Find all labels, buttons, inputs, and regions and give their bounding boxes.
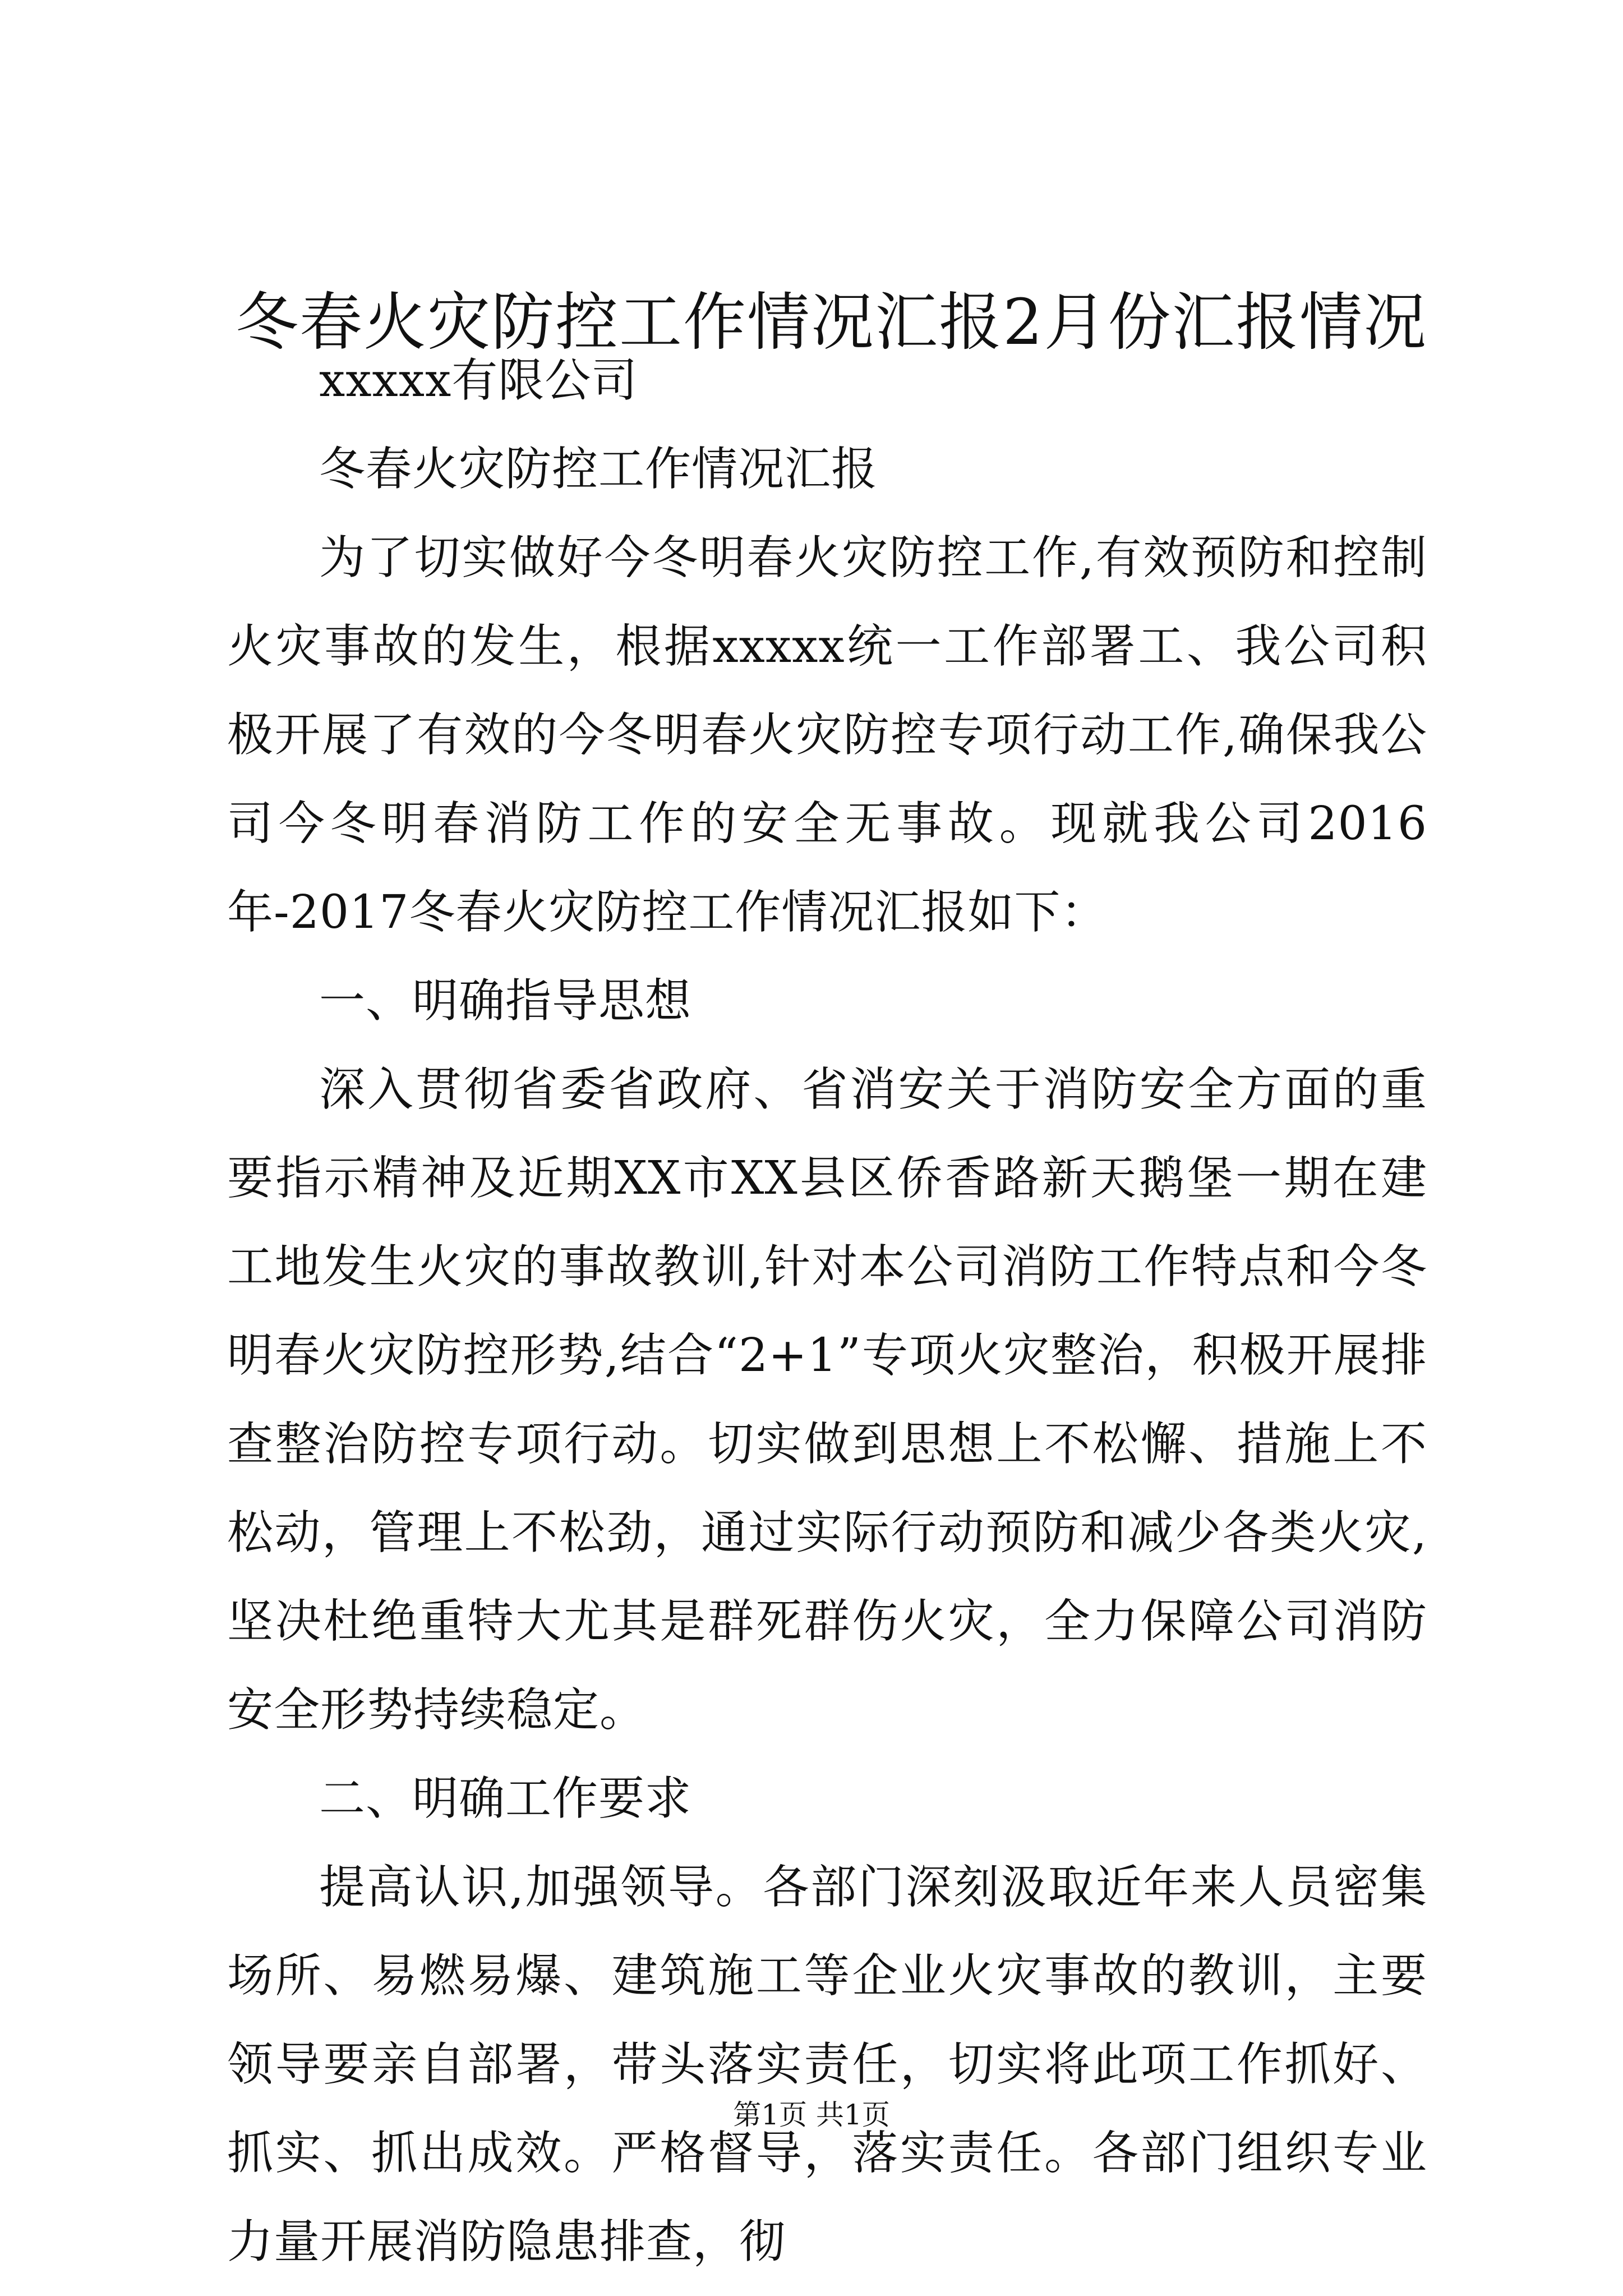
paragraph-work-requirements: 提高认识,加强领导。各部门深刻汲取近年来人员密集场所、易燃易爆、建筑施工等企业火灾事故的教训，主要领导要亲自部署，带头落实责任，切实将此项工作抓好、抓实、抓出成效。严格督导，落实责任。各部门组织专业力量开展消防隐患排查，彻 [227, 1861, 1427, 2269]
paragraph-company: xxxxx有限公司 [319, 354, 638, 407]
paragraph-report-heading: 冬春火灾防控工作情况汇报 [319, 443, 878, 496]
paragraph-guiding-thought: 深入贯彻省委省政府、省消安关于消防安全方面的重要指示精神及近期XX市XX县区侨香路新天鹅堡一期在建工地发生火灾的事故教训,针对本公司消防工作特点和今冬明春火灾防控形势,结合“2+1”专项火灾整治，积极开展排查整治防控专项行动。切实做到思想上不松懈、措施上不松动，管理上不松劲，通过实际行动预防和减少各类火灾,坚决杜绝重特大尤其是群死群伤火灾，全力保障公司消防安全形势持续稳定。 [227, 1063, 1427, 1737]
section-heading-work-requirements: 二、明确工作要求 [319, 1772, 692, 1825]
section-heading-guiding-thought: 一、明确指导思想 [319, 974, 692, 1028]
document-title: 冬春火灾防控工作情况汇报2月份汇报情况 [236, 286, 1428, 359]
page-footer: 第1页 共1页 [733, 2099, 890, 2131]
paragraph-intro: 为了切实做好今冬明春火灾防控工作,有效预防和控制火灾事故的发生，根据xxxxx统一工作部署工、我公司积极开展了有效的今冬明春火灾防控专项行动工作,确保我公司今冬明春消防工作的安全无事故。现就我公司2016年-2017冬春火灾防控工作情况汇报如下： [227, 531, 1427, 939]
document-body [227, 337, 1427, 2286]
